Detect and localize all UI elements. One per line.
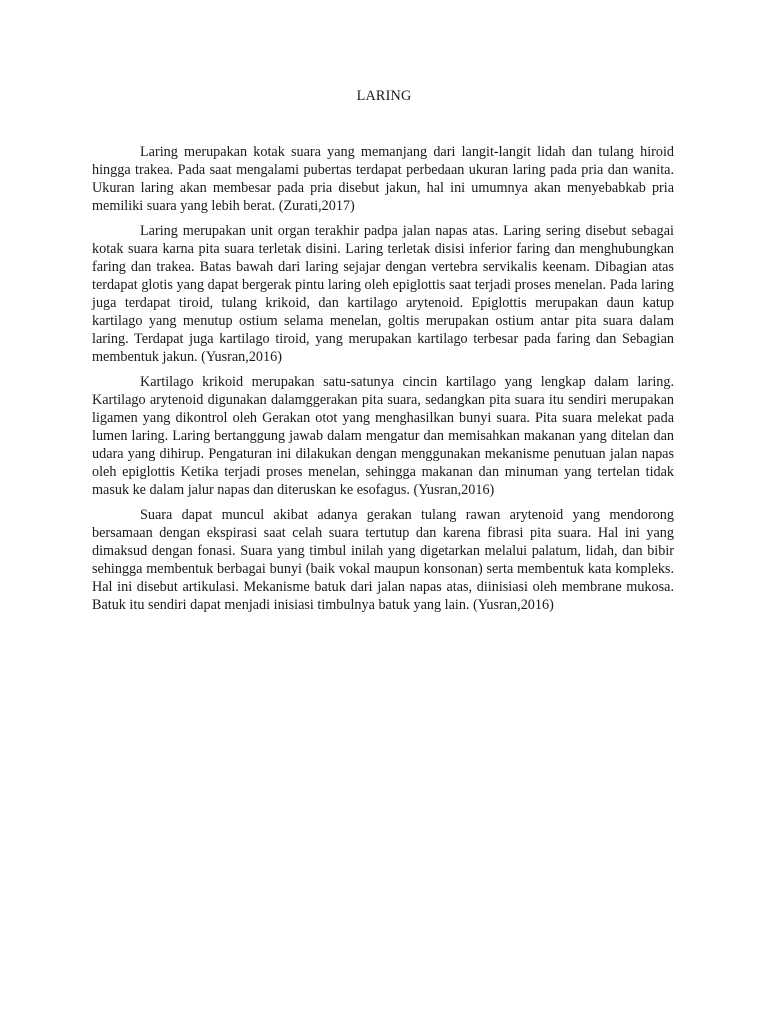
- paragraph-4: Suara dapat muncul akibat adanya gerakan tulang rawan arytenoid yang mendorong bersamaan dengan ekspirasi saat celah suara tertutup dan karena fibrasi pita suara. Hal ini yang dimaksud dengan fonasi. Suara yang timbul inilah yang digetarkan melalui palatum, lidah, dan bibir sehingga membentuk berbagai bunyi (baik vokal maupun konsonan) serta membentuk kata kompleks. Hal ini disebut artikulasi. Mekanisme batuk dari jalan napas atas, diinisiasi oleh membrane mukosa. Batuk itu sendiri dapat menjadi inisiasi timbulnya batuk yang lain. (Yusran,2016): [92, 507, 674, 613]
- paragraph-3: Kartilago krikoid merupakan satu-satunya cincin kartilago yang lengkap dalam laring. Kartilago arytenoid digunakan dalamggerakan pita suara, sedangkan pita suara itu sendiri merupakan ligamen yang dikontrol oleh Gerakan otot yang menghasilkan bunyi suara. Pita suara melekat pada lumen laring. Laring bertanggung jawab dalam mengatur dan memisahkan makanan yang ditelan dan udara yang dihirup. Pengaturan ini dilakukan dengan menggunakan mekanisme penutuan jalan napas oleh epiglottis Ketika terjadi proses menelan, sehingga makanan dan minuman yang tertelan tidak masuk ke dalam jalur napas dan diteruskan ke esofagus. (Yusran,2016): [92, 374, 674, 498]
- document-body: [92, 143, 674, 614]
- document-title: LARING: [356, 88, 412, 104]
- paragraph-2: Laring merupakan unit organ terakhir padpa jalan napas atas. Laring sering disebut sebagai kotak suara karna pita suara terletak disini. Laring terletak disisi inferior faring dan menghubungkan faring dan trakea. Batas bawah dari laring sejajar dengan vertebra servikalis keenam. Dibagian atas terdapat glotis yang dapat bergerak pintu laring oleh epiglottis saat terjadi proses menelan. Pada laring juga terdapat tiroid, tulang krikoid, dan kartilago arytenoid. Epiglottis merupakan daun katup kartilago yang menutup ostium selama menelan, goltis merupakan ostium antar pita suara dalam laring. Terdapat juga kartilago tiroid, yang merupakan kartilago terbesar pada faring dan Sebagian membentuk jakun. (Yusran,2016): [92, 223, 674, 365]
- paragraph-1: Laring merupakan kotak suara yang memanjang dari langit-langit lidah dan tulang hiroid hingga trakea. Pada saat mengalami pubertas terdapat perbedaan ukuran laring pada pria dan wanita. Ukuran laring akan membesar pada pria disebut jakun, hal ini umumnya akan menyebabkab pria memiliki suara yang lebih berat. (Zurati,2017): [92, 144, 674, 214]
